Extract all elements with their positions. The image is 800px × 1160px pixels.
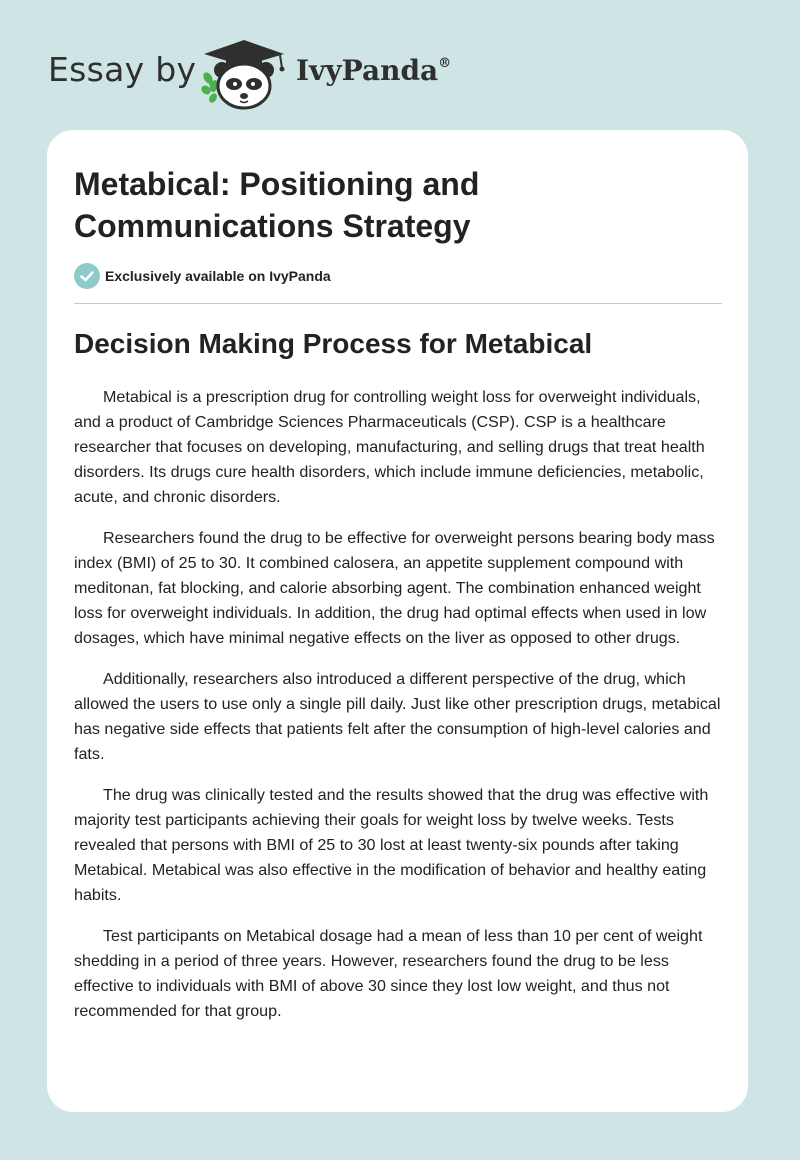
brand-prefix: Essay by [48,50,197,89]
article-card [47,130,748,1112]
paragraph: The drug was clinically tested and the results showed that the drug was effective with majority test participants achieving their goals for weight loss by twelve weeks. Tests revealed that persons with BMI of 25 to 30 lost at least twenty-six pounds after taking Metabical. Metabical was also effective in the modification of behavior and healthy eating habits. [74,786,709,904]
divider [74,303,722,304]
paragraph: Test participants on Metabical dosage had a mean of less than 10 per cent of weight shedding in a period of three years. However, researchers found the drug to be less effective to individuals with BMI of above 30 since they lost low weight, and thus not recommended for that group. [74,927,703,1020]
exclusive-badge [74,263,331,289]
paragraph: Metabical is a prescription drug for controlling weight loss for overweight individuals, and a product of Cambridge Sciences Pharmaceuticals (CSP). CSP is a healthcare researcher that focuses on developing, manufacturing, and selling drugs that treat health disorders. Its drugs cure health disorders, which include immune deficiencies, metabolic, acute, and chronic disorders. [74,388,705,506]
brand-name[interactable] [296,54,451,87]
check-circle-icon [74,263,100,289]
registered-mark: ® [438,56,452,71]
page-title: Metabical: Positioning and Communications Strategy [74,166,480,244]
brand-name-text: IvyPanda [296,54,439,87]
article-body [74,385,726,1040]
site-header [0,0,800,130]
panda-graduate-icon[interactable] [196,34,292,110]
paragraph: Additionally, researchers also introduced a different perspective of the drug, which allowed the users to use only a single pill daily. Just like other prescription drugs, metabical has negative side effects that patients felt after the consumption of high-level calories and fats. [74,670,721,763]
paragraph: Researchers found the drug to be effective for overweight persons bearing body mass index (BMI) of 25 to 30. It combined calosera, an appetite supplement compound with meditonan, fat blocking, and calorie absorbing agent. The combination enhanced weight loss for overweight individuals. In addition, the drug had optimal effects when used in low dosages, which have minimal negative effects on the liver as opposed to other drugs. [74,529,715,647]
badge-text: Exclusively available on IvyPanda [105,268,331,284]
section-heading: Decision Making Process for Metabical [74,328,593,359]
